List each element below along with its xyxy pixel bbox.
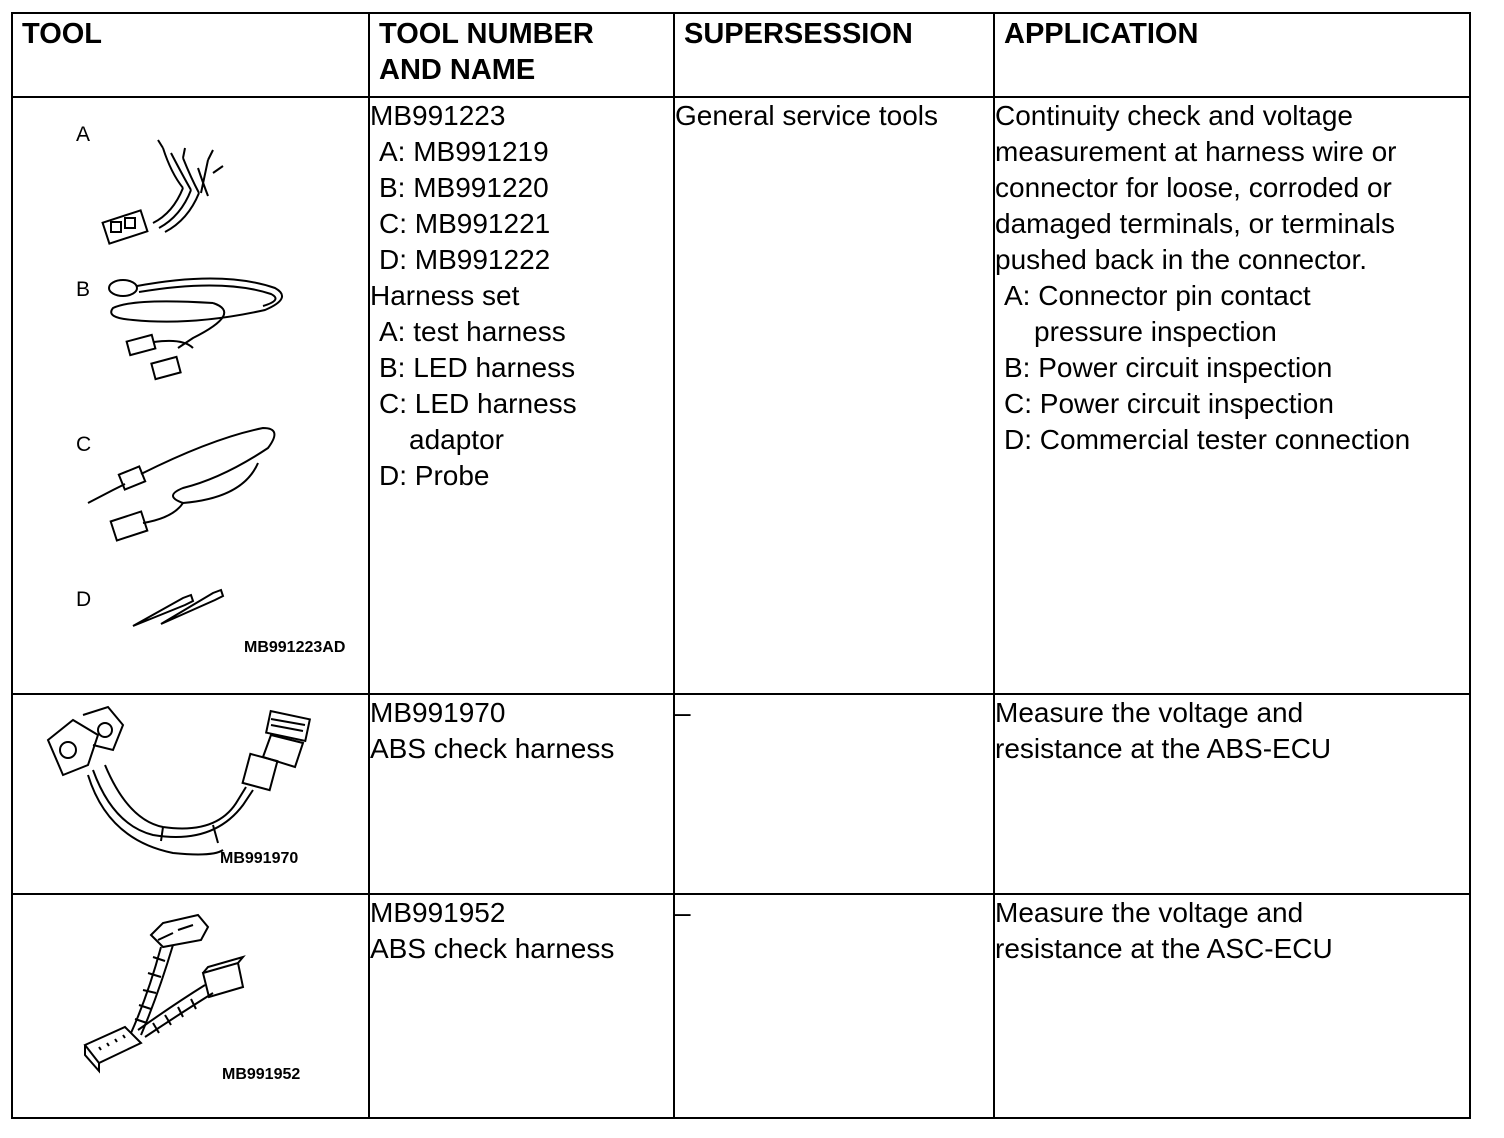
application-line: resistance at the ABS-ECU [995,733,1332,764]
application-line: Measure the voltage and [995,897,1304,928]
header-tool: TOOL [12,13,369,97]
test-harness-drawing [103,140,223,244]
figure-code: MB991952 [222,1066,301,1083]
application-line: Measure the voltage and [995,697,1304,728]
led-harness-drawing [109,278,282,379]
tool-name-part: adaptor [409,424,504,455]
tool-number-part: D: MB991222 [379,244,551,275]
header-tool-number-line1: TOOL NUMBER [379,18,594,50]
tool-number-part: B: MB991220 [379,172,549,203]
header-application: APPLICATION [994,13,1470,97]
figure-label-d: D [76,588,92,611]
tool-name: ABS check harness [370,733,615,764]
application-line: D: Commercial tester connection [1004,424,1411,455]
led-harness-adaptor-drawing [88,428,274,540]
figure-label-c: C [76,433,92,456]
supersession-cell: – [674,894,994,1118]
application-cell [994,894,1470,1118]
application-line: A: Connector pin contact [1004,280,1311,311]
supersession-cell: General service tools [674,97,994,694]
application-line: resistance at the ASC-ECU [995,933,1333,964]
tool-number-cell [369,97,674,694]
application-line: measurement at harness wire or [995,136,1397,167]
tool-name-part: C: LED harness [379,388,577,419]
table-row [12,97,1470,694]
application-line: damaged terminals, or terminals [995,208,1395,239]
application-line: pressure inspection [1034,316,1277,347]
application-line: Continuity check and voltage [995,100,1353,131]
tool-number: MB991952 [370,897,506,928]
supersession-cell: – [674,694,994,894]
header-tool-number-line2: AND NAME [379,54,536,86]
application-cell [994,694,1470,894]
tool-name: ABS check harness [370,933,615,964]
harness-set-illustration [13,98,368,693]
tool-figure-cell [12,694,369,894]
application-line: C: Power circuit inspection [1004,388,1334,419]
table-row [12,694,1470,894]
application-line: connector for loose, corroded or [995,172,1392,203]
tool-name: Harness set [370,280,520,311]
special-tools-table [11,12,1471,1119]
tool-figure-cell [12,894,369,1118]
tool-name-part: A: test harness [379,316,566,347]
header-tool-number [369,13,674,97]
header-row [12,13,1470,97]
tool-number-part: C: MB991221 [379,208,551,239]
tool-name-part: D: Probe [379,460,490,491]
tool-number-cell [369,694,674,894]
figure-label-b: B [76,278,91,301]
tool-number: MB991223 [370,100,506,131]
table-row [12,894,1470,1118]
application-line: B: Power circuit inspection [1004,352,1333,383]
tool-number-cell [369,894,674,1118]
figure-label-a: A [76,123,91,146]
application-cell [994,97,1470,694]
figure-code: MB991223AD [244,639,346,656]
header-supersession: SUPERSESSION [674,13,994,97]
tool-name-part: B: LED harness [379,352,576,383]
figure-code: MB991970 [220,850,299,867]
probe-drawing [133,590,223,626]
abs-check-harness-2-illustration [13,895,368,1117]
tool-number-part: A: MB991219 [379,136,549,167]
tool-figure-cell [12,97,369,694]
application-line: pushed back in the connector. [995,244,1368,275]
tool-number: MB991970 [370,697,506,728]
abs-check-harness-illustration [13,695,368,893]
